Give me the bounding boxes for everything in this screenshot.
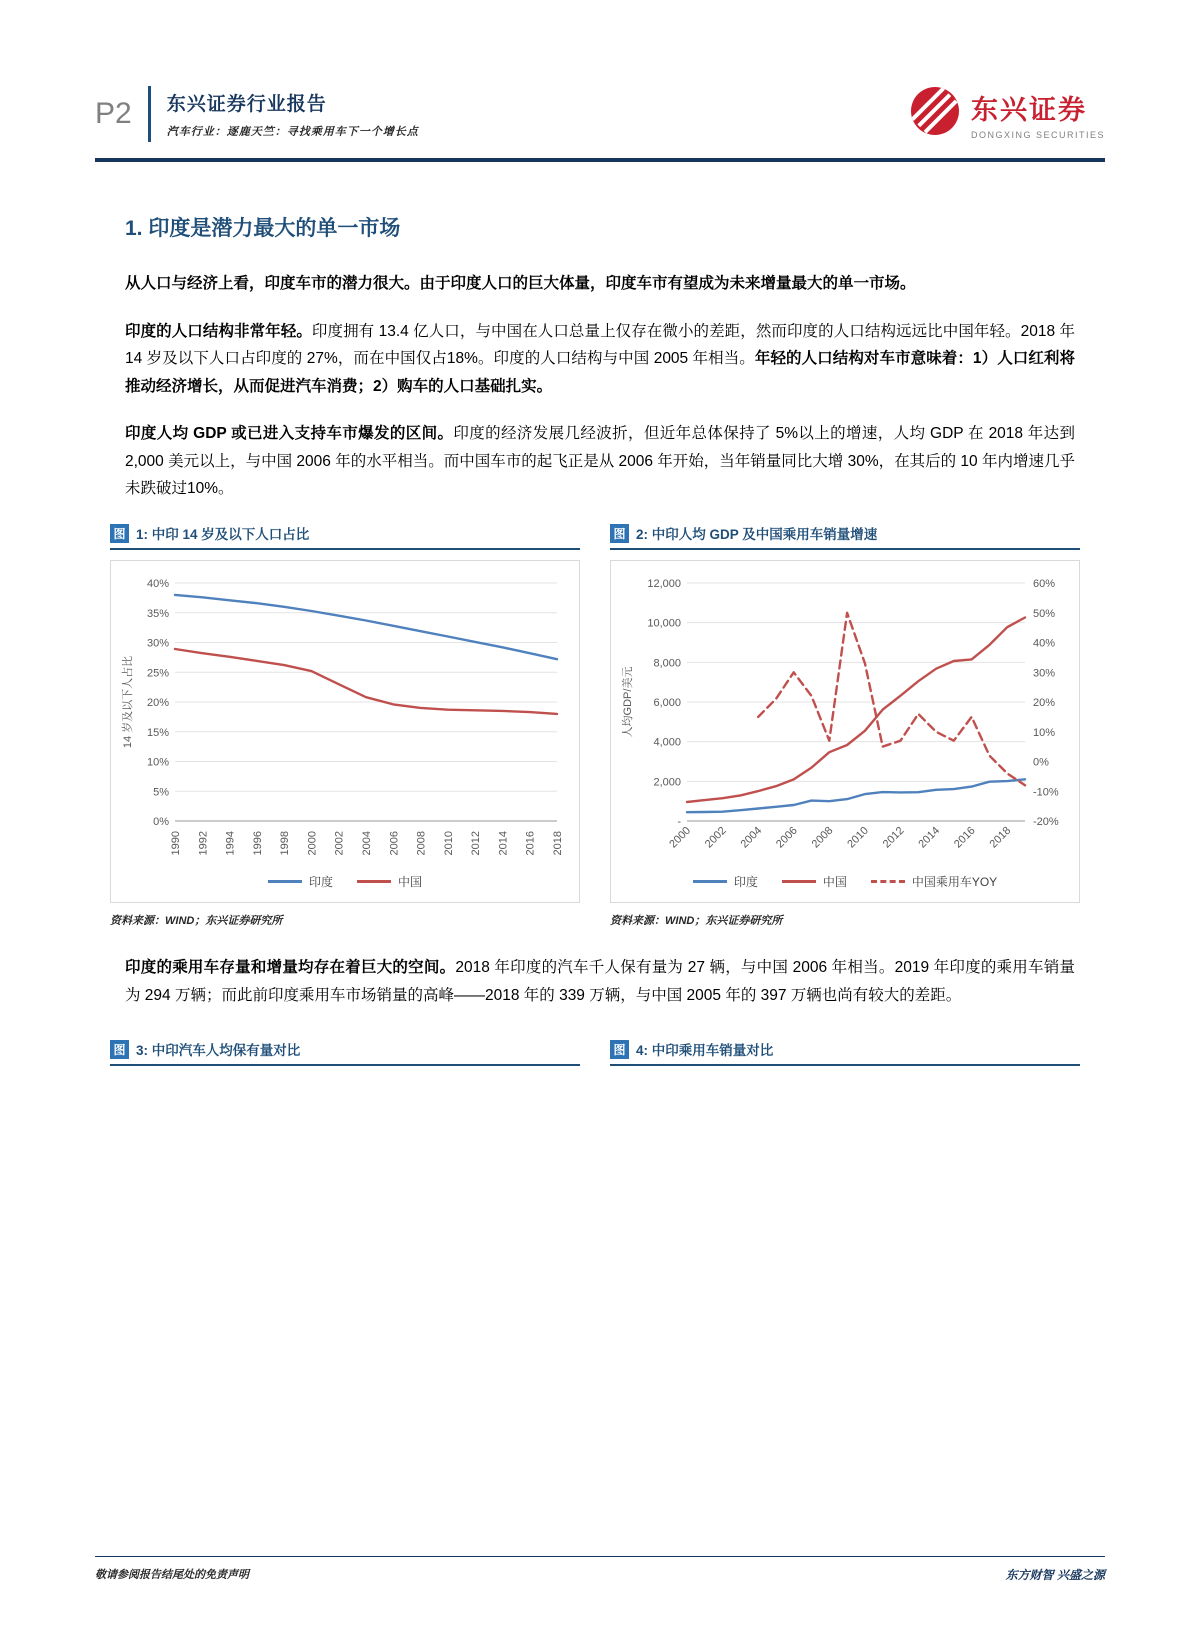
svg-text:2006: 2006	[388, 831, 401, 856]
svg-text:1998: 1998	[279, 831, 292, 856]
figure-2-caption	[610, 523, 1080, 550]
svg-text:2,000: 2,000	[653, 776, 681, 789]
figure-2	[610, 523, 1080, 928]
logo-company-name-en: DONGXING SECURITIES	[970, 129, 1105, 140]
body-paragraph-2	[125, 318, 1075, 401]
svg-text:2002: 2002	[333, 831, 346, 856]
legend-line-swatch	[268, 880, 302, 883]
figure-badge-icon: 图	[610, 1040, 629, 1059]
svg-text:50%: 50%	[1033, 607, 1056, 620]
svg-text:30%: 30%	[1033, 667, 1056, 680]
legend-label: 印度	[733, 875, 758, 890]
svg-text:2002: 2002	[702, 824, 729, 851]
gdp-and-sales-growth-chart	[617, 569, 1073, 898]
legend-label: 中国	[822, 875, 847, 890]
text-run: 印度的人口结构非常年轻。	[125, 322, 312, 340]
legend-label: 中国乘用车YOY	[911, 875, 998, 890]
legend-item	[782, 873, 847, 890]
svg-text:10,000: 10,000	[647, 617, 681, 630]
section-title: 1. 印度是潜力最大的单一市场	[125, 217, 401, 240]
svg-text:2014: 2014	[497, 831, 510, 856]
page-header	[0, 0, 1200, 142]
chart-legend	[117, 869, 573, 898]
text-run: 2018 年印度的汽车千人保有量为 27 辆，与中国 2006 年相当。2019 年印度的乘用车销量为 294 万辆；而此前印度乘用车市场销量的高峰——2018 年的 339 万辆，与中国 2005 年的 397 万辆也尚有较大的差距。	[125, 959, 1075, 1004]
header-rule	[95, 158, 1105, 162]
svg-text:4,000: 4,000	[653, 736, 681, 749]
figure-1-source: 资料来源：WIND；东兴证券研究所	[110, 915, 283, 928]
legend-line-swatch	[871, 880, 905, 883]
report-titles	[167, 89, 419, 139]
header-divider	[148, 86, 151, 142]
chart-canvas	[617, 569, 1073, 869]
page-footer	[95, 1556, 1105, 1583]
figure-3-caption	[110, 1039, 580, 1066]
figure-1	[110, 523, 580, 928]
body-paragraph-4	[125, 954, 1075, 1009]
svg-text:0%: 0%	[1033, 756, 1049, 769]
legend-item	[693, 873, 758, 890]
svg-text:6,000: 6,000	[653, 697, 681, 710]
svg-text:1994: 1994	[224, 831, 237, 856]
figure-3-title: 3: 中印汽车人均保有量对比	[136, 1043, 301, 1059]
legend-label: 印度	[308, 875, 333, 890]
legend-line-swatch	[357, 880, 391, 883]
svg-text:2014: 2014	[916, 824, 943, 851]
legend-item	[357, 873, 422, 890]
company-slogan: 东方财智 兴盛之源	[1005, 1568, 1105, 1582]
svg-text:5%: 5%	[153, 786, 169, 799]
legend-line-swatch	[782, 880, 816, 883]
legend-item	[871, 873, 997, 890]
svg-text:10%: 10%	[146, 756, 169, 769]
figure-1-chart-box	[110, 560, 580, 903]
text-run: 从人口与经济上看，印度车市的潜力很大。由于印度人口的巨大体量，印度车市有望成为未来增量最大的单一市场。	[125, 275, 916, 292]
svg-text:2010: 2010	[845, 824, 872, 851]
legend-line-swatch	[693, 880, 727, 883]
svg-text:30%: 30%	[146, 637, 169, 650]
chart-legend	[617, 869, 1073, 898]
svg-text:2016: 2016	[524, 831, 537, 856]
figure-4-title: 4: 中印乘用车销量对比	[636, 1043, 774, 1059]
body-paragraph-3	[125, 420, 1075, 503]
population-share-chart	[117, 569, 573, 898]
figure-badge-icon: 图	[110, 1040, 129, 1059]
body-paragraph-1	[125, 270, 1075, 298]
figure-1-caption	[110, 523, 580, 550]
figure-title-row	[110, 1039, 1080, 1076]
company-logo	[909, 85, 1105, 142]
svg-text:0%: 0%	[153, 816, 169, 829]
figure-2-title: 2: 中印人均 GDP 及中国乘用车销量增速	[636, 527, 878, 543]
text-run: 印度人均 GDP 或已进入支持车市爆发的区间。	[125, 425, 454, 443]
svg-text:14 岁及以下人占比: 14 岁及以下人占比	[122, 655, 134, 749]
svg-text:2000: 2000	[306, 831, 319, 856]
figure-2-source: 资料来源：WIND；东兴证券研究所	[610, 915, 783, 928]
svg-text:35%: 35%	[146, 607, 169, 620]
text-run: 印度的经济发展几经波折，但近年总体保持了 5%以上的增速，人均 GDP 在 2018 年达到 2,000 美元以上，与中国 2006 年的水平相当。而中国车市的起飞正是从 2006 年开始，当年销量同比大增 30%，在其后的 10 年内增速几乎未跌破过10%。	[125, 425, 1075, 498]
logo-text	[971, 88, 1105, 140]
svg-text:2012: 2012	[880, 824, 907, 851]
text-run: 印度的乘用车存量和增量均存在着巨大的空间。	[125, 959, 456, 977]
svg-text:2010: 2010	[442, 831, 455, 856]
svg-text:10%: 10%	[1033, 726, 1056, 739]
svg-text:2004: 2004	[738, 824, 765, 851]
svg-text:2018: 2018	[987, 824, 1014, 851]
figure-badge-icon: 图	[610, 524, 629, 543]
svg-text:2016: 2016	[951, 824, 978, 851]
text-run: 印度拥有 13.4 亿人口，与中国在人口总量上仅存在微小的差距，然而印度的人口结构远远比中国年轻。2018 年 14 岁及以下人口占印度的 27%，而在中国仅占18%。印度的人口结构与中国 2005 年相当。	[125, 322, 1075, 368]
legend-label: 中国	[398, 875, 423, 890]
svg-text:12,000: 12,000	[647, 578, 681, 591]
svg-text:20%: 20%	[1033, 697, 1056, 710]
legend-item	[268, 873, 333, 890]
svg-text:60%: 60%	[1033, 578, 1056, 591]
dongxing-logo-icon	[909, 85, 961, 142]
svg-text:8,000: 8,000	[653, 657, 681, 670]
svg-text:40%: 40%	[1033, 637, 1056, 650]
svg-text:2006: 2006	[774, 824, 800, 851]
text-run: 年轻的人口结构对车市意味着：1）人口红利将推动经济增长，从而促进汽车消费；2）购车的人口基础扎实。	[125, 350, 1076, 395]
svg-text:2008: 2008	[415, 831, 428, 856]
svg-text:20%: 20%	[146, 697, 169, 710]
svg-text:2004: 2004	[361, 831, 373, 856]
figure-4-caption	[610, 1039, 1080, 1066]
page-number: P2	[95, 96, 132, 130]
svg-text:1996: 1996	[251, 831, 264, 856]
svg-text:1992: 1992	[197, 831, 210, 856]
report-type-title: 东兴证券行业报告	[166, 93, 327, 115]
figure-3	[110, 1039, 580, 1076]
figure-2-chart-box	[610, 560, 1080, 903]
report-subtitle: 汽车行业：逐鹿天竺：寻找乘用车下一个增长点	[166, 125, 419, 138]
svg-text:人均GDP/美元: 人均GDP/美元	[622, 666, 634, 738]
logo-company-name: 东兴证券	[970, 94, 1087, 125]
figure-1-title: 1: 中印 14 岁及以下人口占比	[136, 527, 310, 543]
figure-row	[110, 523, 1080, 928]
svg-text:2018: 2018	[552, 831, 564, 856]
svg-text:2000: 2000	[667, 824, 694, 851]
svg-text:-20%: -20%	[1033, 816, 1059, 829]
header-title-group	[95, 86, 419, 142]
disclaimer-note: 敬请参阅报告结尾处的免责声明	[95, 1569, 249, 1581]
svg-text:40%: 40%	[146, 578, 169, 591]
svg-text:25%: 25%	[146, 667, 169, 680]
page-content	[0, 212, 1200, 1076]
figure-badge-icon: 图	[110, 524, 129, 543]
svg-text:15%: 15%	[146, 726, 169, 739]
svg-text:2012: 2012	[470, 831, 483, 856]
svg-text:-: -	[677, 816, 681, 829]
svg-text:2008: 2008	[809, 824, 836, 851]
svg-text:1990: 1990	[170, 831, 182, 856]
svg-text:-10%: -10%	[1033, 786, 1059, 799]
figure-4	[610, 1039, 1080, 1076]
chart-canvas	[117, 569, 573, 869]
